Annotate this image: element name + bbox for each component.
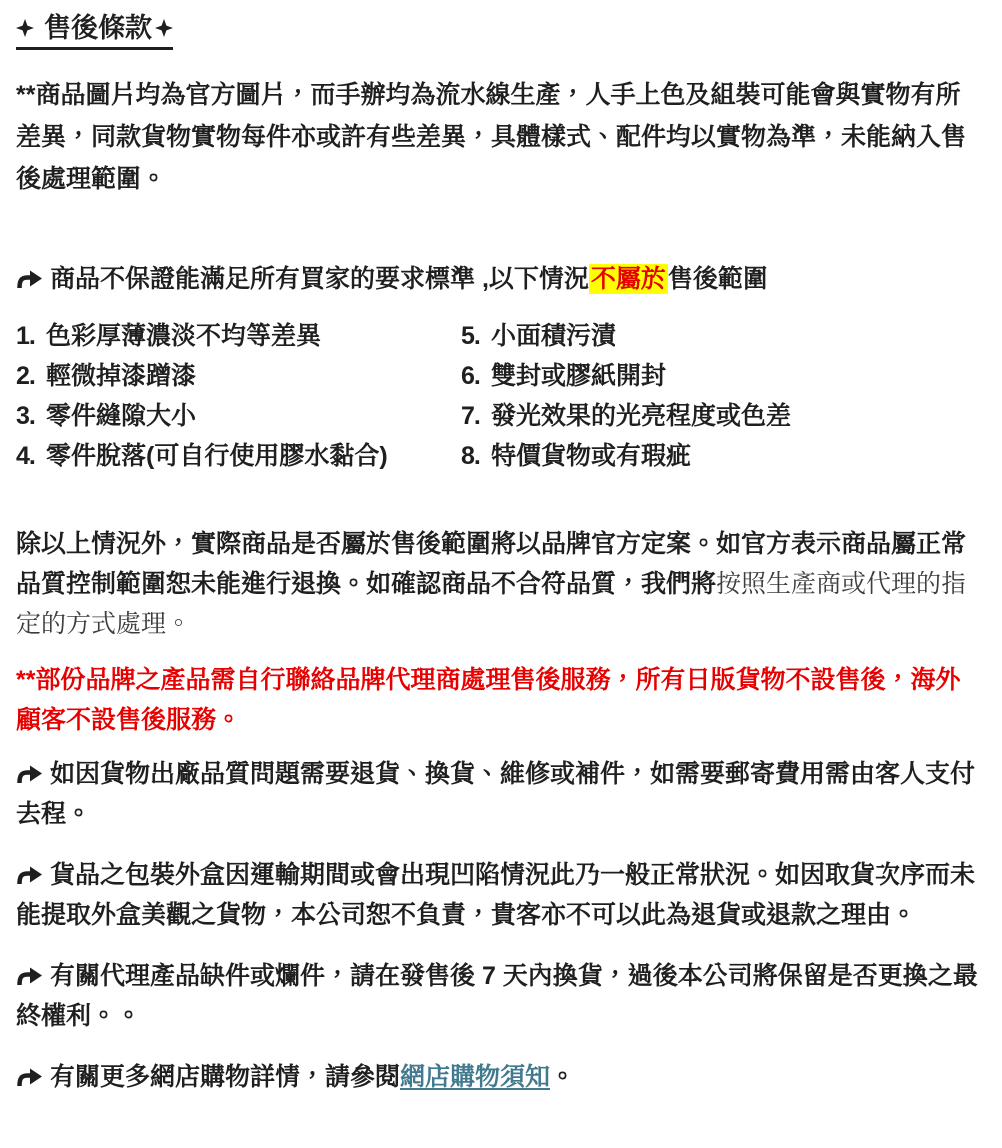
page-title-text: 售後條款	[44, 13, 152, 43]
item-number: 4.	[16, 442, 35, 470]
item-text: 輕微掉漆蹭漆	[46, 362, 197, 390]
note-paragraph	[16, 956, 984, 1036]
four-pointed-star-icon	[16, 19, 34, 37]
item-number: 1.	[16, 322, 35, 350]
policy-emphasis-text: 按照生產商或代理的指定的方式處理。	[16, 570, 967, 638]
note-text: 如因貨物出廠品質問題需要退貨、換貨、維修或補件，如需要郵寄費用需由客人支付去程。	[16, 760, 976, 828]
red-notice-paragraph: **部份品牌之產品需自行聯絡品牌代理商處理售後服務，所有日版貨物不設售後，海外顧客不設售後服務。	[16, 666, 961, 734]
highlight-badge: 不屬於	[590, 265, 666, 293]
item-text: 零件縫隙大小	[46, 402, 197, 430]
exclusion-header	[16, 258, 984, 300]
item-number: 8.	[461, 442, 480, 470]
exclusion-header-before: 商品不保證能滿足所有買家的要求標準 ,以下情況	[50, 265, 589, 293]
note-paragraph	[16, 754, 984, 834]
list-item	[461, 356, 984, 396]
item-text: 小面積污漬	[491, 322, 617, 350]
store-guide-link[interactable]: 網店購物須知	[400, 1063, 551, 1091]
item-number: 7.	[461, 402, 480, 430]
curved-right-arrow-icon	[16, 1066, 43, 1087]
list-item	[461, 316, 984, 356]
note-paragraph	[16, 855, 984, 935]
list-item	[16, 316, 461, 356]
policy-main-text: 除以上情況外，實際商品是否屬於售後範圍將以品牌官方定案。如官方表示商品屬正常品質控制範圍恕未能進行退換。如確認商品不合符品質，我們將	[16, 530, 967, 598]
list-item	[461, 436, 984, 476]
item-text: 雙封或膠紙開封	[491, 362, 667, 390]
intro-paragraph: **商品圖片均為官方圖片，而手辦均為流水線生產，人手上色及組裝可能會與實物有所差異，同款貨物實物每件亦或許有些差異，具體樣式、配件均以實物為準，未能納入售後處理範圍。	[16, 81, 967, 193]
curved-right-arrow-icon	[16, 965, 43, 986]
item-number: 6.	[461, 362, 480, 390]
footer-before-text: 有關更多網店購物詳情，請參閱	[50, 1063, 401, 1091]
exclusion-list	[16, 316, 984, 476]
item-text: 色彩厚薄濃淡不均等差異	[46, 322, 322, 350]
note-text: 有關代理產品缺件或爛件，請在發售後 7 天內換貨，過後本公司將保留是否更換之最終權利。。	[16, 962, 978, 1030]
list-item	[16, 356, 461, 396]
curved-right-arrow-icon	[16, 763, 43, 784]
exclusion-header-after: 售後範圍	[667, 265, 768, 293]
exclusion-list-left-column	[16, 316, 461, 476]
list-item	[461, 396, 984, 436]
item-text: 零件脫落(可自行使用膠水黏合)	[46, 442, 388, 470]
item-text: 發光效果的光亮程度或色差	[491, 402, 792, 430]
page-title	[16, 12, 173, 50]
curved-right-arrow-icon	[16, 268, 43, 289]
curved-right-arrow-icon	[16, 864, 43, 885]
policy-paragraph	[16, 524, 984, 644]
footer-after-text: 。	[550, 1063, 576, 1091]
list-item	[16, 396, 461, 436]
item-number: 5.	[461, 322, 480, 350]
item-number: 3.	[16, 402, 35, 430]
list-item	[16, 436, 461, 476]
footer-note	[16, 1057, 984, 1097]
note-text: 貨品之包裝外盒因運輸期間或會出現凹陷情況此乃一般正常狀況。如因取貨次序而未能提取外盒美觀之貨物，本公司恕不負責，貴客亦不可以此為退貨或退款之理由。	[16, 861, 976, 929]
item-text: 特價貨物或有瑕疵	[491, 442, 692, 470]
exclusion-list-right-column	[461, 316, 984, 476]
four-pointed-star-icon	[155, 19, 173, 37]
item-number: 2.	[16, 362, 35, 390]
